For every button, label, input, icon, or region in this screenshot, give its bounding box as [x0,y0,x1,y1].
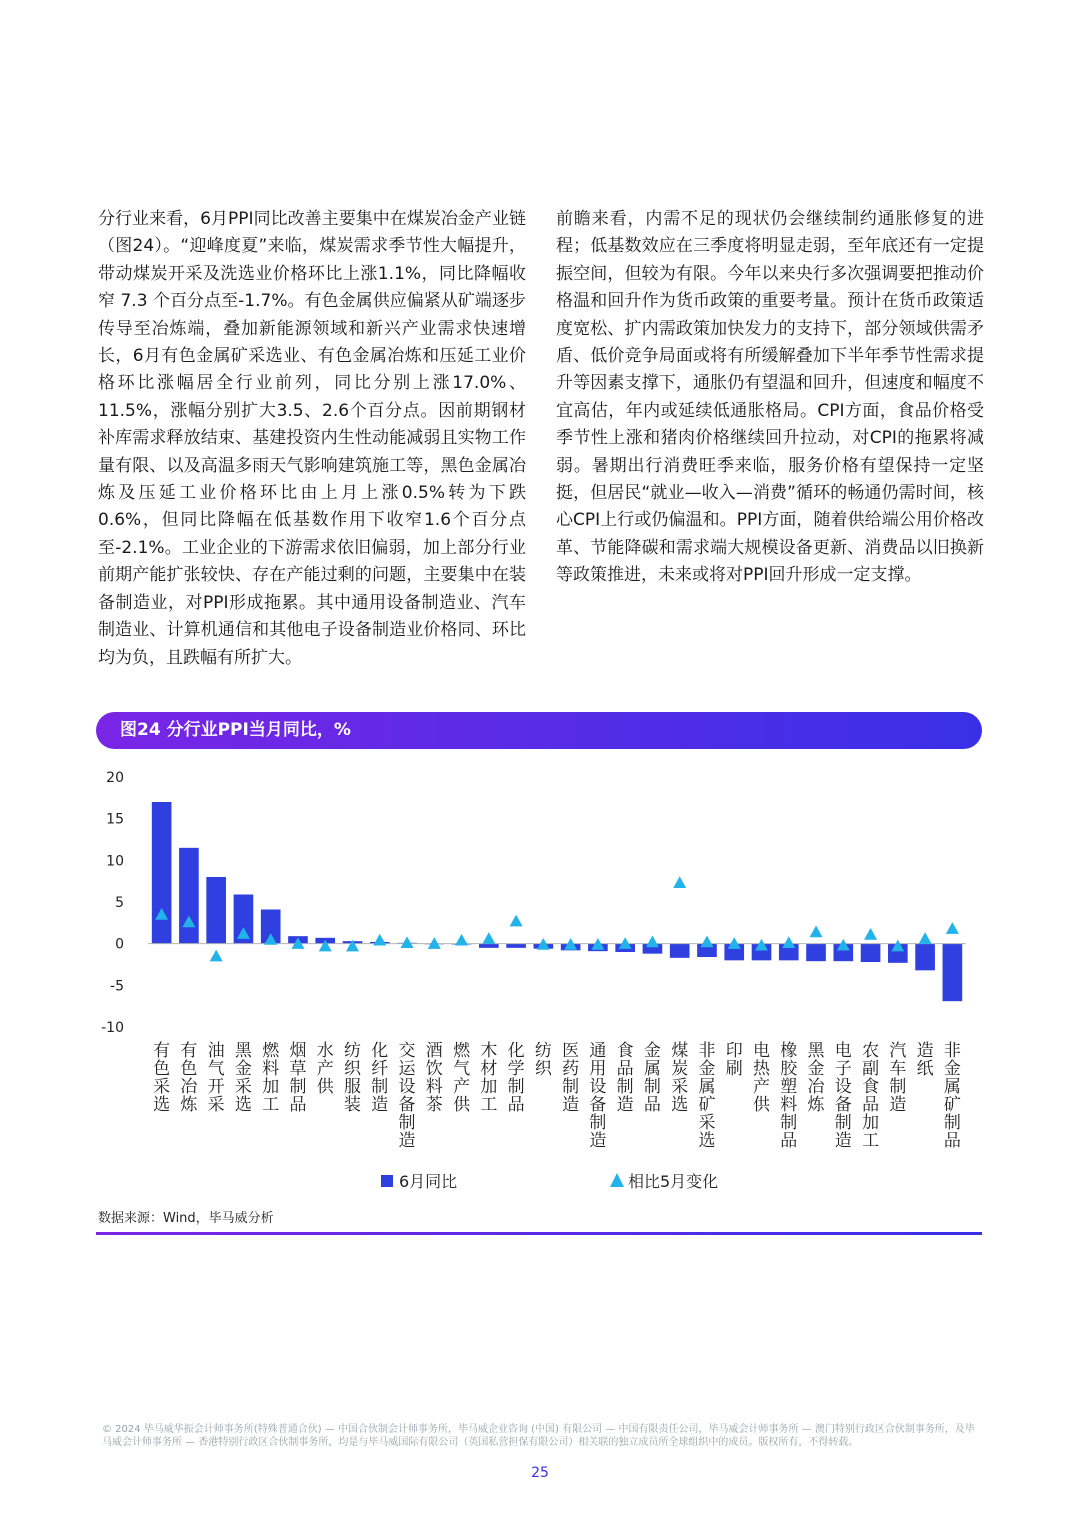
x-category-label-27: 农副食品加工 [862,1041,880,1151]
x-category-label-29: 造纸 [916,1041,934,1079]
x-category-label-1: 有色采选 [153,1041,171,1115]
legend-triangle-label: 相比5月变化 [628,1172,719,1191]
triangle-marker-24 [782,936,795,948]
x-category-label-9: 化纤制造 [371,1041,389,1115]
x-category-label-4: 黑金采选 [234,1041,252,1115]
x-category-label-10: 交运设备制造 [398,1041,416,1151]
x-category-label-22: 印刷 [725,1041,743,1079]
triangle-marker-10 [401,936,414,948]
x-category-label-13: 木材加工 [480,1041,498,1115]
body-paragraph-right: 前瞻来看，内需不足的现状仍会继续制约通胀修复的进程；低基数效应在三季度将明显走弱，至年底还有一定提振空间，但较为有限。今年以来央行多次强调要把推动价格温和回升作为货币政策的重要考量。预计在货币政策适度宽松、扩内需政策加快发力的支持下，部分领域供需矛盾、低价竞争局面或将有所缓解叠加下半年季节性需求提升等因素支撑下，通胀仍有望温和回升，但速度和幅度不宜高估，年内或延续低通胀格局。CPI方面，食品价格受季节性上涨和猪肉价格继续回升拉动，对CPI的拖累将减弱。暑期出行消费旺季来临，服务价格有望保持一定坚挺，但居民“就业—收入—消费”循环的畅通仍需时间，核心CPI上行或仍偏温和。PPI方面，随着供给端公用价格改革、节能降碳和需求端大规模设备更新、消费品以旧换新等政策推进，未来或将对PPI回升形成一定支撑。 [556,209,984,586]
figure-source: 数据来源：Wind，毕马威分析 [98,1211,274,1226]
body-paragraph-left: 分行业来看，6月PPI同比改善主要集中在煤炭冶金产业链（图24）。“迎峰度夏”来临，煤炭需求季节性大幅提升，带动煤炭开采及洗选业价格环比上涨1.1%，同比降幅收窄 7.3 个百分点至-1.7%。有色金属供应偏紧从矿端逐步传导至冶炼端，叠加新能源领域和新兴产业需求快速增长，6月有色金属矿采选业、有色金属冶炼和压延工业价格环比涨幅居全行业前列，同比分别上涨17.0%、11.5%，涨幅分别扩大3.5、2.6个百分点。因前期钢材补库需求释放结束、基建投资内生性动能减弱且实物工作量有限、以及高温多雨天气影响建筑施工等，黑色金属冶炼及压延工业价格环比由上月上涨0.5%转为下跌 0.6%，但同比降幅在低基数作用下收窄1.6个百分点至-2.1%。工业企业的下游需求依旧偏弱，加上部分行业前期产能扩张较快、存在产能过剩的问题，主要集中在装备制造业，对PPI形成拖累。其中通用设备制造业、汽车制造业、计算机通信和其他电子设备制造业价格同、环比均为负，且跌幅有所扩大。 [98,209,526,668]
x-category-label-2: 有色冶炼 [180,1041,198,1115]
triangle-marker-25 [810,926,823,938]
triangle-marker-14 [510,915,523,927]
bar-3 [206,877,226,944]
bar-29 [915,944,935,971]
triangle-marker-22 [728,937,741,949]
x-category-label-28: 汽车制造 [889,1041,907,1115]
legend-bar-label: 6月同比 [399,1172,458,1191]
figure-bottom-rule [96,1232,982,1235]
bar-14 [506,944,526,948]
x-category-label-30: 非金属矿制品 [943,1041,961,1151]
triangle-marker-3 [210,950,223,962]
x-category-label-15: 纺织 [534,1041,552,1079]
ppi-bar-chart [96,760,986,1200]
x-category-label-16: 医药制造 [562,1041,580,1115]
x-category-label-19: 金属制品 [643,1041,661,1115]
bar-20 [670,944,690,958]
x-category-label-6: 烟草制品 [289,1041,307,1115]
bar-30 [943,944,963,1002]
x-category-label-11: 酒饮料茶 [425,1041,443,1115]
triangle-marker-19 [646,936,659,948]
legend-triangle-swatch [610,1173,624,1187]
bar-2 [179,848,199,944]
y-tick-label: 20 [106,770,124,786]
x-category-label-7: 水产供 [316,1041,334,1097]
y-tick-label: 10 [106,853,124,870]
triangle-marker-11 [428,937,441,949]
triangle-marker-13 [482,932,495,944]
x-category-label-24: 橡胶塑料制品 [780,1041,798,1151]
triangle-marker-29 [919,932,932,944]
triangle-marker-21 [700,936,713,948]
x-category-label-14: 化学制品 [507,1041,525,1115]
y-tick-label: 15 [106,811,124,828]
triangle-marker-9 [373,934,386,946]
y-tick-label: 0 [115,936,124,953]
x-category-label-26: 电子设备制造 [834,1041,852,1151]
figure-title: 图24 分行业PPI当月同比，% [120,720,351,740]
page-number: 25 [531,1465,549,1481]
triangle-marker-18 [619,937,632,949]
bar-27 [861,944,881,962]
bar-13 [479,944,499,948]
triangle-marker-20 [673,876,686,888]
x-category-label-21: 非金属矿采选 [698,1041,716,1151]
x-category-label-25: 黑金冶炼 [807,1041,825,1115]
legend-bar-swatch [381,1175,393,1187]
triangle-marker-30 [946,922,959,934]
x-category-label-18: 食品制造 [616,1041,634,1115]
triangle-marker-27 [864,928,877,940]
footer-copyright: © 2024 毕马威华振会计师事务所(特殊普通合伙) — 中国合伙制会计师事务所，毕马威企业咨询 (中国) 有限公司 — 中国有限责任公司，毕马威会计师事务所 — 澳门特别行政区合伙制事务所，及毕马威会计师事务所 — 香港特别行政区合伙制事务所，均是与毕马威国际有限公司（英国私营担保有限公司）相关联的独立成员所全球组织中的成员。版权所有，不得转载。 [102,1424,975,1448]
y-tick-label: 5 [115,895,124,911]
bar-25 [806,944,826,962]
x-category-label-20: 煤炭采选 [671,1041,689,1115]
x-category-label-3: 油气开采 [207,1041,225,1115]
x-category-label-23: 电热产供 [753,1041,770,1115]
bar-1 [152,802,172,944]
x-category-label-12: 燃气产供 [453,1041,471,1115]
x-category-label-17: 通用设备制造 [589,1041,607,1151]
y-tick-label: -10 [101,1020,124,1036]
y-tick-label: -5 [110,978,124,995]
x-category-label-5: 燃料加工 [262,1041,280,1115]
x-category-label-8: 纺织服装 [344,1041,361,1115]
figure-header [96,712,982,749]
triangle-marker-12 [455,934,468,946]
